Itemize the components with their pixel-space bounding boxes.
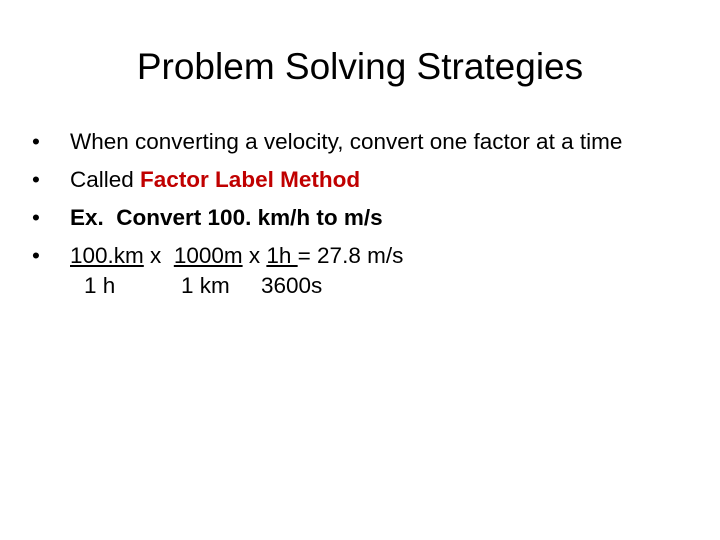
conversion-equation [70,243,403,268]
bullet-list [29,129,699,299]
bullet-dot-icon: • [32,167,40,192]
denominator-1: 1 h [84,273,116,298]
bullet-dot-icon: • [32,243,40,268]
numerator-2: 1000m [173,243,243,268]
numerator-3: 1h [266,243,298,268]
denominator-3: 3600s [261,273,323,298]
bullet-item [29,167,699,193]
slide-title: Problem Solving Strategies [136,46,584,87]
bullet-text-prefix: Called [70,167,141,192]
bullet-dot-icon: • [32,129,40,154]
numerator-1: 100.km [70,243,144,268]
example-text: Ex. Convert 100. km/h to m/s [70,205,383,230]
bullet-dot-icon: • [32,205,40,230]
denominator-2: 1 km [181,273,230,298]
multiply-sign-1: x [143,243,174,268]
bullet-text: When converting a velocity, convert one factor at a time [70,129,623,154]
bullet-item [29,205,699,231]
equation-result: = 27.8 m/s [297,243,404,268]
method-name-highlight: Factor Label Method [140,167,361,192]
denominator-row [29,273,699,299]
bullet-item [29,243,699,269]
bullet-item [29,129,699,155]
multiply-sign-2: x [242,243,267,268]
